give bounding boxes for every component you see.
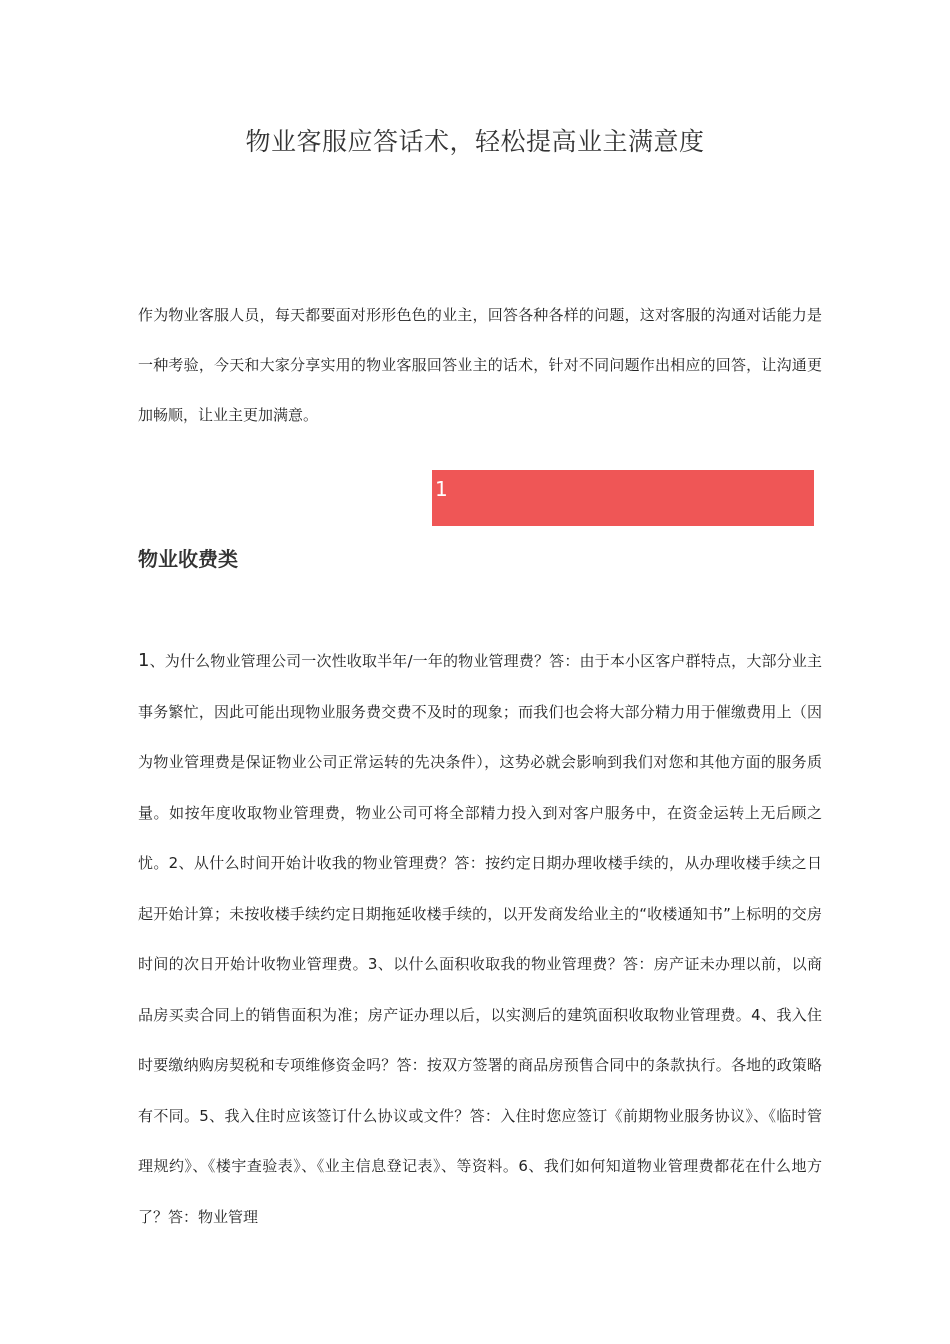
body-text: 、为什么物业管理公司一次性收取半年/一年的物业管理费？答：由于本小区客户群特点，大部分业主事务繁忙，因此可能出现物业服务费交费不及时的现象；而我们也会将大部分精力用于催缴费用上（因为物业管理费是保证物业公司正常运转的先决条件），这势必就会影响到我们对您和其他方面的服务质量。如按年度收取物业管理费，物业公司可将全部精力投入到对客户服务中，在资金运转上无后顾之忧。2、从什么时间开始计收我的物业管理费？答：按约定日期办理收楼手续的，从办理收楼手续之日起开始计算；未按收楼手续约定日期拖延收楼手续的，以开发商发给业主的“收楼通知书”上标明的交房时间的次日开始计收物业管理费。3、以什么面积收取我的物业管理费？答：房产证未办理以前，以商品房买卖合同上的销售面积为准；房产证办理以后，以实测后的建筑面积收取物业管理费。4、我入住时要缴纳购房契税和专项维修资金吗？答：按双方签署的商品房预售合同中的条款执行。各地的政策略有不同。5、我入住时应该签订什么协议或文件？答：入住时您应签订《前期物业服务协议》、《临时管理规约》、《楼宇查验表》、《业主信息登记表》、等资料。6、我们如何知道物业管理费都花在什么地方了？答：物业管理 [138,652,822,1226]
section-number: 1 [435,477,448,501]
article-title: 物业客服应答话术，轻松提高业主满意度 [245,127,705,156]
body-lead-number: 1 [138,650,150,671]
section-number-badge [432,470,814,526]
intro-paragraph: 作为物业客服人员，每天都要面对形形色色的业主，回答各种各样的问题，这对客服的沟通对话能力是一种考验，今天和大家分享实用的物业客服回答业主的话术，针对不同问题作出相应的回答，让沟通更加畅顺，让业主更加满意。 [138,306,822,424]
section-body [138,636,822,1248]
section-heading: 物业收费类 [138,547,238,571]
